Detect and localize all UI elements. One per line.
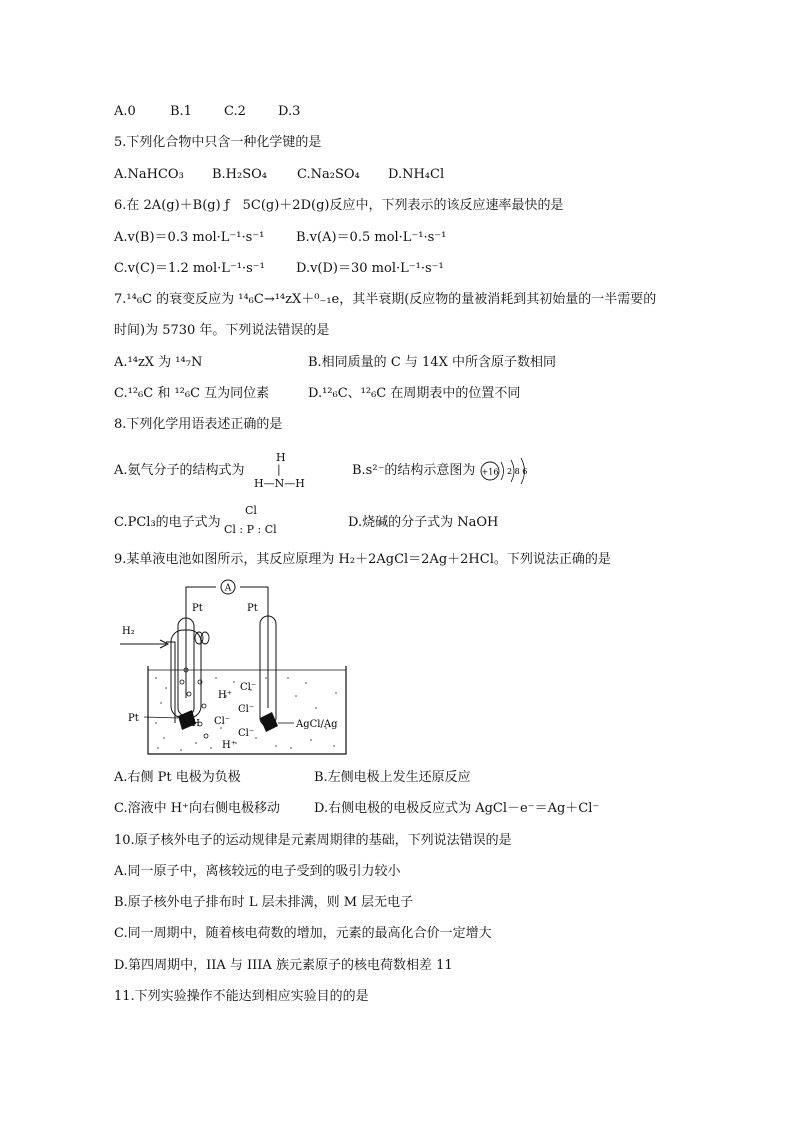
sulfide-ion-diagram — [480, 456, 540, 486]
q7-stem-line2: 时间)为 5730 年。下列说法错误的是 — [114, 323, 330, 338]
pcl3-row: Cl : P : Cl — [224, 523, 277, 536]
q5-option-c: C.Na₂SO₄ — [297, 167, 360, 182]
q9-option-c: C.溶液中 H⁺向右侧电极移动 — [114, 801, 280, 816]
ammeter-label: A — [224, 583, 232, 594]
q9-option-d: D.右侧电极的电极反应式为 AgCl－e⁻＝Ag＋Cl⁻ — [314, 801, 600, 816]
hplus-label-1: H⁺ — [218, 690, 232, 701]
q5-option-b: B.H₂SO₄ — [212, 167, 268, 182]
q5-option-d: D.NH₄Cl — [388, 167, 445, 182]
q7-option-a: A.¹⁴zX 为 ¹⁴₇N — [114, 355, 203, 370]
q4-option-b: B.1 — [170, 104, 192, 119]
q8-option-d: D.烧碱的分子式为 NaOH — [348, 515, 499, 530]
pt-label-left: Pt — [192, 603, 203, 614]
galvanic-cell-figure — [116, 578, 356, 758]
q5-stem: 5.下列化合物中只含一种化学键的是 — [114, 135, 322, 150]
q6-stem: 6.在 2A(g)＋B(g) ƒ 5C(g)＋2D(g)反应中，下列表示的该反应速率最快的是 — [114, 198, 564, 213]
q7-option-d: D.¹²₆C、¹²₆C 在周期表中的位置不同 — [308, 386, 521, 401]
pt-side-label: Pt — [128, 713, 139, 724]
cl-label-4: Cl⁻ — [240, 682, 257, 693]
q9-option-b: B.左侧电极上发生还原反应 — [314, 770, 471, 785]
q10-option-a: A.同一原子中，离核较远的电子受到的吸引力较小 — [114, 864, 401, 879]
q4-option-d: D.3 — [278, 104, 301, 119]
q8-option-c: C.PCl₃的电子式为 — [114, 515, 221, 530]
q10-option-b: B.原子核外电子排布时 L 层未排满，则 M 层无电子 — [114, 895, 414, 910]
h-label: H — [192, 719, 200, 729]
nh3-row: H—N—H — [254, 477, 305, 490]
q7-option-c: C.¹²₆C 和 ¹²₆C 互为同位素 — [114, 386, 270, 401]
q10-option-c: C.同一周期中，随着核电荷数的增加，元素的最高化合价一定增大 — [114, 926, 492, 941]
q11-stem: 11.下列实验操作不能达到相应实验目的的是 — [114, 989, 369, 1004]
q6-option-b: B.v(A)＝0.5 mol·L⁻¹·s⁻¹ — [296, 230, 447, 245]
q10-stem: 10.原子核外电子的运动规律是元素周期律的基础，下列说法错误的是 — [114, 833, 512, 848]
q9-option-a: A.右侧 Pt 电极为负极 — [114, 770, 241, 785]
q6-option-c: C.v(C)＝1.2 mol·L⁻¹·s⁻¹ — [114, 261, 265, 276]
cl-label-3: Cl⁻ — [238, 728, 255, 739]
pcl3-top-cl: Cl — [245, 504, 257, 517]
shell-electrons: 2 8 6 — [507, 467, 528, 476]
q6-option-a: A.v(B)＝0.3 mol·L⁻¹·s⁻¹ — [114, 230, 265, 245]
q7-option-b: B.相同质量的 C 与 14X 中所含原子数相同 — [308, 355, 556, 370]
cl-label-2: Cl⁻ — [214, 716, 231, 727]
hplus-label-2: H⁺ — [222, 740, 236, 751]
q10-option-d: D.第四周期中，IIA 与 IIIA 族元素原子的核电荷数相差 11 — [114, 958, 453, 973]
nh3-bond: | — [277, 463, 281, 476]
q8-option-b: B.s²⁻的结构示意图为 — [352, 463, 476, 478]
q8-option-a: A.氨气分子的结构式为 — [114, 463, 245, 478]
q8-stem: 8.下列化学用语表述正确的是 — [114, 417, 283, 432]
q4-option-c: C.2 — [224, 104, 246, 119]
q4-option-a: A.0 — [114, 104, 136, 119]
cl-label-1: Cl⁻ — [238, 704, 255, 715]
agcl-label: AgCl/Ag — [296, 719, 338, 730]
q5-option-a: A.NaHCO₃ — [114, 167, 184, 182]
q9-stem: 9.某单液电池如图所示，其反应原理为 H₂＋2AgCl＝2Ag＋2HCl。下列说法正确的是 — [114, 552, 611, 567]
h2-label: H₂ — [122, 626, 135, 637]
nucleus-charge: +16 — [481, 467, 499, 477]
q6-option-d: D.v(D)＝30 mol·L⁻¹·s⁻¹ — [296, 261, 444, 276]
q7-stem-line1: 7.¹⁴₆C 的衰变反应为 ¹⁴₆C→¹⁴zX＋⁰₋₁e，其半衰期(反应物的量被消耗到其初始量的一半需要的 — [114, 292, 657, 307]
nh3-top-h: H — [276, 451, 286, 464]
pt-label-right: Pt — [247, 603, 258, 614]
